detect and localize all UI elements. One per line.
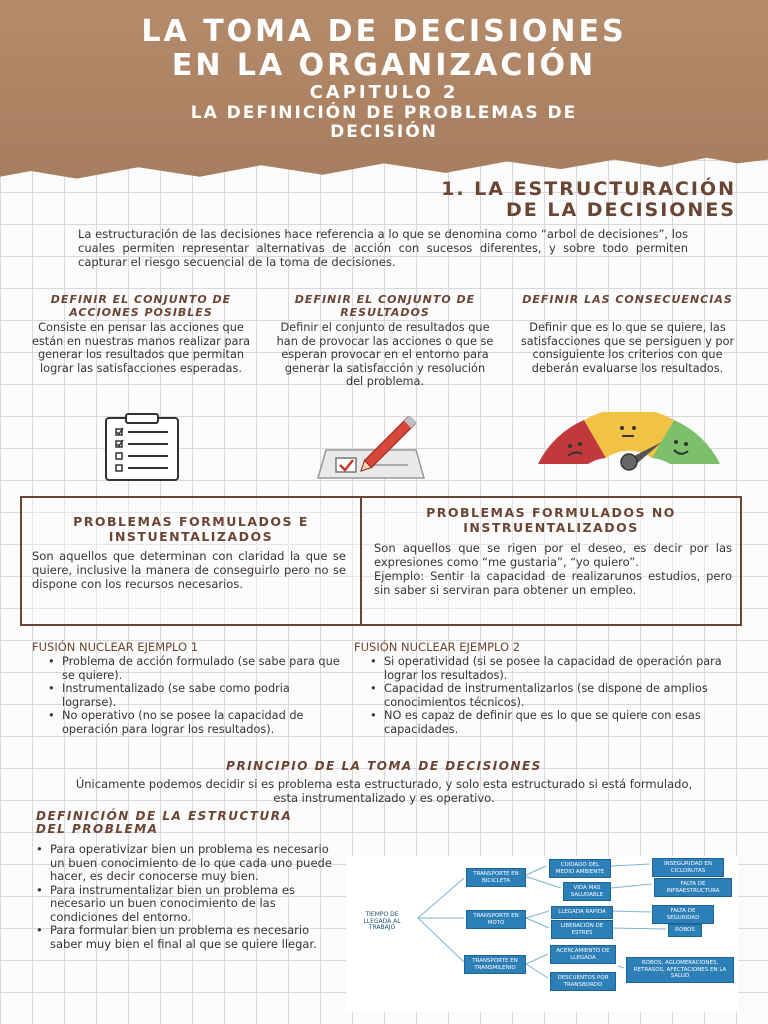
diagram-child-node: LLEGADA RAPIDA — [551, 906, 613, 919]
list-item: • Para operativizar bien un problema es necesario un buen conocimiento de lo que cada uno puede hacer, es decir conocerse muy bien. — [30, 843, 336, 884]
list-item: • Problema de acción formulado (se sabe para que se quiere). — [32, 655, 342, 682]
diagram-child-node: VIDA MAS SALUDABLE — [563, 882, 611, 901]
diagram-child-node: ACERCAMIENTO DE LLEGADA — [550, 945, 616, 964]
diagram-root-node: TIEMPO DE LLEGADA AL TRABAJO — [348, 910, 416, 934]
column-text-resultados: Definir el conjunto de resultados que han de provocar las acciones o que se esperan provocar en el entorno para generar la satisfacción y resolución del problema. — [276, 321, 494, 388]
example-2 — [354, 640, 746, 736]
box-left-title: PROBLEMAS FORMULADOS E INSTUENTALIZADOS — [73, 514, 309, 544]
list-item: • Si operatividad (si se posee la capacidad de operación para lograr los resultados). — [354, 655, 746, 682]
satisfaction-gauge-icon — [536, 412, 722, 482]
chapter-label: CAPITULO 2 — [309, 82, 459, 103]
example-1-list — [32, 655, 342, 736]
list-item: • Capacidad de instrumentalizarlos (se dispone de amplios conocimientos técnicos). — [354, 682, 746, 709]
column-title-resultados: DEFINIR EL CONJUNTO DE RESULTADOS — [294, 293, 476, 319]
diagram-leaf-node: ROBOS, AGLOMERACIONES, RETRASOS, AFECTACIONES EN LA SALUD — [626, 957, 734, 983]
box-right-text: Son aquellos que se rigen por el deseo, es decir por las expresiones como “me gustaria”, “yo quiero”. — [374, 541, 732, 569]
section-title-line1: 1. LA ESTRUCTURACIÓN — [441, 178, 736, 200]
principle-title: PRINCIPIO DE LA TOMA DE DECISIONES — [226, 759, 542, 773]
page-title-line1: LA TOMA DE DECISIONES — [141, 14, 627, 49]
pencil-checkbox-icon — [316, 416, 436, 480]
diagram-leaf-node: FALTA DE INFRAESTRUCTURA — [654, 878, 732, 897]
list-item: • Instrumentalizado (se sabe como podria lograrse). — [32, 682, 342, 709]
box-right-title: PROBLEMAS FORMULADOS NO INSTRUENTALIZADOS — [426, 505, 676, 535]
example-2-list — [354, 655, 746, 736]
example-1-title: FUSIÓN NUCLEAR EJEMPLO 1 — [32, 640, 199, 654]
definition-title-line1: DEFINICIÓN DE LA ESTRUCTURA — [36, 809, 293, 823]
section-title-line2: DE LA DECISIONES — [505, 199, 736, 221]
diagram-branch-node: TRANSPORTE EN TRANSMILENIO — [464, 955, 526, 974]
list-item: • No operativo (no se posee la capacidad de operación para lograr los resultados). — [32, 709, 342, 736]
diagram-leaf-node: ROBOS — [668, 924, 702, 937]
column-title-acciones: DEFINIR EL CONJUNTO DE ACCIONES POSIBLES — [50, 293, 232, 319]
box-left-text: Son aquellos que determinan con claridad la que se quiere, inclusive la manera de conseguirlo pero no se dispone con los recursos necesarios. — [32, 549, 346, 591]
diagram-branch-node: TRANSPORTE EN BICICLETA — [466, 868, 526, 887]
diagram-child-node: CUIDADO DEL MEDIO AMBIENTE — [549, 859, 611, 878]
subtitle-line1: LA DEFINICIÓN DE PROBLEMAS DE — [190, 103, 578, 123]
box-formulados-instrumentalizados — [20, 496, 362, 626]
definition-title-line2: DEL PROBLEMA — [36, 822, 159, 836]
example-1 — [32, 640, 342, 736]
section-intro-paragraph: La estructuración de las decisiones hace referencia a lo que se denomina como “arbol de decisiones”, los cuales permiten representar alternativas de acción con sucesos diferentes, y sobre todo permiten capturar el riesgo secuencial de la toma de decisiones. — [78, 227, 688, 269]
list-item: • Para formular bien un problema es necesario saber muy bien el final al que se quiere llegar. — [30, 924, 336, 951]
box-right-example: Ejemplo: Sentir la capacidad de realizarunos estudios, pero sin saber si serviran para obtener un empleo. — [374, 569, 732, 597]
diagram-branch-node: TRANSPORTE EN MOTO — [466, 910, 526, 929]
clipboard-checklist-icon — [96, 412, 188, 484]
page-title-line2: EN LA ORGANIZACIÓN — [171, 48, 597, 83]
column-text-acciones: Consiste en pensar las acciones que están en nuestras manos realizar para generar los resultados que permitan lograr las satisfacciones esperadas. — [31, 321, 251, 375]
list-item: • NO es capaz de definir que es lo que se quiere con esas capacidades. — [354, 709, 746, 736]
box-formulados-no-instrumentalizados — [360, 496, 742, 626]
decision-tree-diagram — [346, 856, 738, 1012]
principle-text: Únicamente podemos decidir si es problema esta estructurado, y solo esta estructurado si está formulado, esta instrumentalizado y es operativo. — [75, 777, 693, 805]
column-title-consecuencias: DEFINIR LAS CONSECUENCIAS — [522, 293, 733, 306]
diagram-leaf-node: FALTA DE SEGURIDAD — [652, 905, 714, 924]
example-2-title: FUSIÓN NUCLEAR EJEMPLO 2 — [354, 640, 521, 654]
diagram-child-node: DESCUENTOS POR TRANSBORDO — [550, 972, 616, 991]
column-text-consecuencias: Definir que es lo que se quiere, las satisfacciones que se persiguen y por consiguiente los criterios con que deberán evaluarse los resultados. — [520, 321, 735, 375]
definition-list — [30, 843, 336, 951]
diagram-leaf-node: INSEGURIDAD EN CICLORUTAS — [652, 858, 724, 877]
list-item: • Para instrumentalizar bien un problema es necesario un buen conocimiento de las condiciones del entorno. — [30, 884, 336, 925]
subtitle-line2: DECISIÓN — [330, 122, 438, 142]
diagram-child-node: LIBERACIÓN DE ESTRES — [551, 920, 613, 939]
